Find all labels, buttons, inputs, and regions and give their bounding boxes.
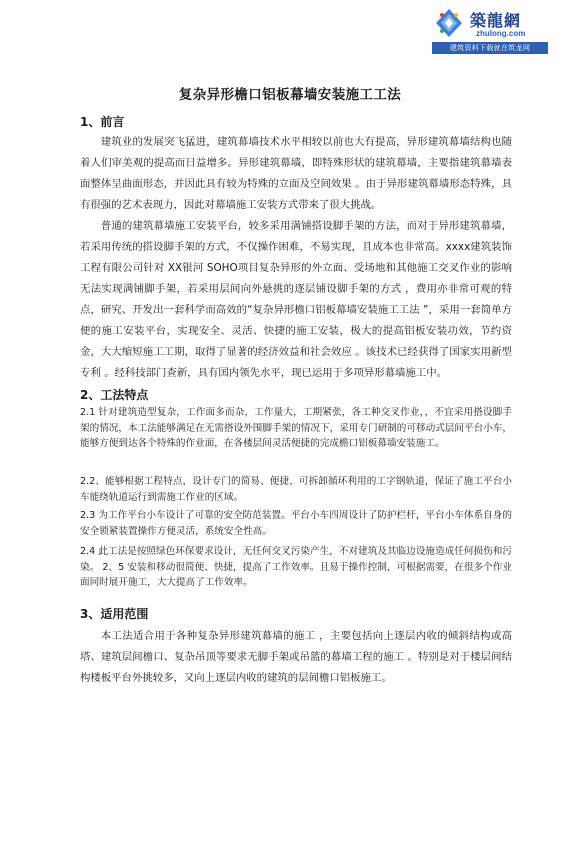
logo-emblem-icon [434,8,464,38]
scope-paragraph-1: 本工法适合用于各种复杂异形建筑幕墙的施工 ，主要包括向上逐层内收的倾斜结构或高塔、建筑层间檐口、复杂吊顶等要求无脚手架或吊篮的幕墙工程的施工 。特别是对于楼层间结构楼板平台外挑较多，又向上逐层内收的建筑的层间檐口铝板施工。 [80,630,512,684]
zhulong-logo [432,6,548,54]
section-heading-scope: 3、适用范围 [80,607,149,621]
section-heading-preface: 1、前言 [80,115,125,129]
logo-banner: 建筑资料下载就在筑龙网 [432,42,548,54]
feature-paragraph-2-4: 2.4 此工法是按照绿色环保要求设计，无任何交叉污染产生，不对建筑及其临边设施造成任何损伤和污染。 2、5 安装和移动很简便、快捷，提高了工作效率。且易于操作控制，可根据需要，在很多个作业面同时展开施工，大大提高了工作效率。 [80,546,512,588]
logo-site: zhulong.com [476,29,526,38]
document-title: 复杂异形檐口铝板幕墙安装施工工法 [178,87,402,103]
feature-paragraph-2-1: 2.1 针对建筑造型复杂，工作面多而杂，工作量大，工期紧张，各工种交叉作业，，不宜采用搭设脚手架的情况，本工法能够满足在无需搭设外围脚手架的情况下，采用专门研制的可移动式层间平台小车，能够方便到达各个特殊的作业面，在各楼层间灵活便捷的完成檐口铝板幕墙安装施工。 [80,407,512,449]
preface-paragraph-1: 建筑业的发展突飞猛进，建筑幕墙技术水平相较以前也大有提高，异形建筑幕墙结构也随着人们审美观的提高而日益增多。异形建筑幕墙，即特殊形状的建筑幕墙，主要指建筑幕墙表面整体呈曲面形态，并因此具有较为特殊的立面及空间效果 。由于异形建筑幕墙形态特殊，具有很强的艺术表现力，因此对幕墙施工安装方式带来了很大挑战。 [80,136,512,211]
section-heading-features: 2、工法特点 [80,388,149,402]
preface-paragraph-2: 普通的建筑幕墙施工安装平台，较多采用满铺搭设脚手架的方法，而对于异形建筑幕墙，若采用传统的搭设脚手架的方式，不仅操作困难，不易实现，且成本也非常高。xxxx建筑装饰工程有限公司针对 XX银河 SOHO项目复杂异形的外立面、受场地和其他施工交叉作业的影响无法实现满铺脚手架，若采用层间向外悬挑的逐层铺设脚手架的方式 ，费用亦非常可观的特点，研究、开发出一套科学而高效的“复杂异形檐口铝板幕墙安装施工工法 ”，采用一套简单方便的施工安装平台，实现安全、灵活、快捷的施工安装，极大的提高铝板安装功效，节约资金，大大缩短施工工期，取得了显著的经济效益和社会效应 。该技术已经获得了国家实用新型专利 。经科技部门查新，具有国内领先水平，现已运用于多项异形幕墙施工中。 [80,220,512,379]
feature-paragraph-2-3: 2.3 为工作平台小车设计了可靠的安全防范装置。平台小车四周设计了防护栏杆，平台小车体系自身的安全锁紧装置操作方便灵活，系统安全性高。 [80,510,512,537]
logo-title: 築龍網 [470,11,522,30]
feature-paragraph-2-2: 2.2、能够根据工程特点，设计专门的简易、便捷、可拆卸循环利用的工字钢轨道，保证了施工平台小车能绕轨道运行到需施工作业的区域。 [80,476,512,503]
